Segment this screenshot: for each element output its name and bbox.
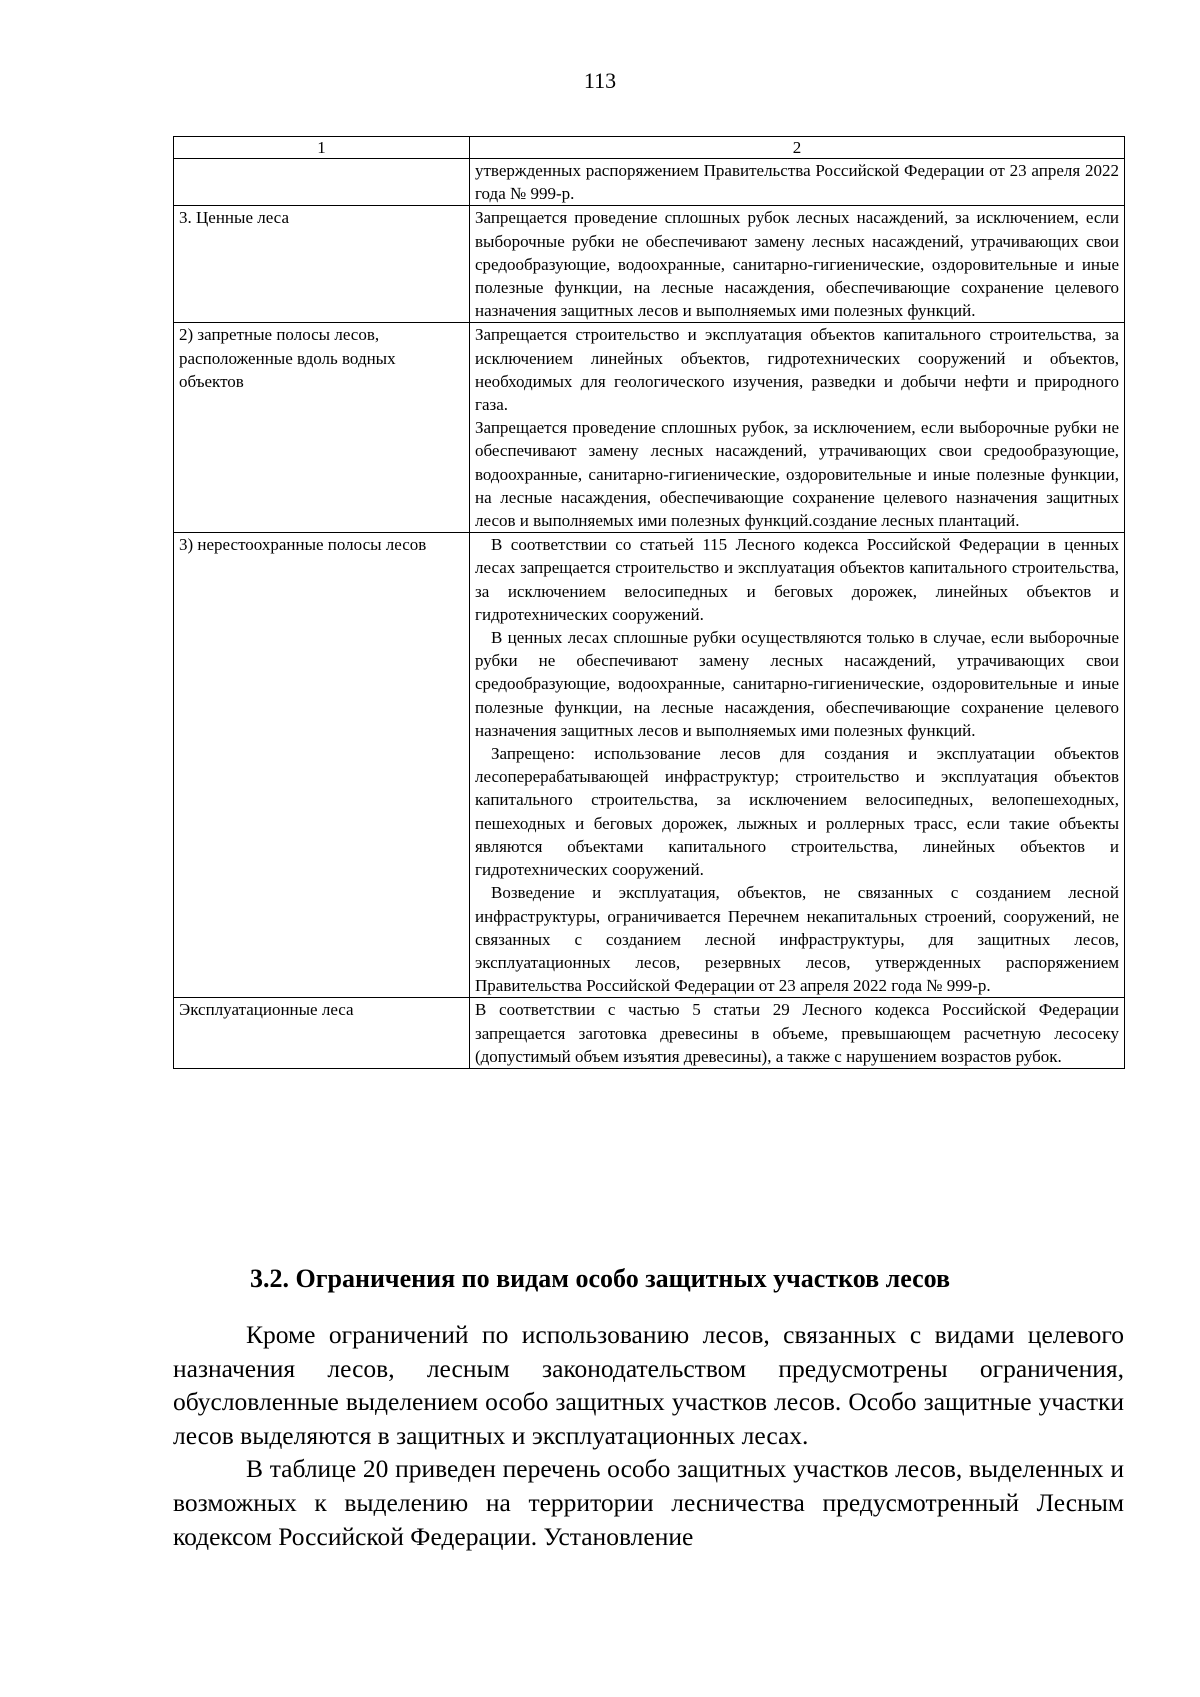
table-header-cell: 1	[174, 137, 470, 159]
restriction-paragraph: Запрещается проведение сплошных рубок лесных насаждений, за исключением, если выборочные рубки не обеспечивают замену лесных насаждений, утрачивающих свои средообразующие, водоохранные, санитарно-гигиенические, оздоровительные и иные полезные функции, на лесные насаждения, обеспечивающие сохранение целевого назначения защитных лесов и выполняемых ими полезных функций.	[475, 208, 1119, 321]
restrictions-table	[173, 136, 1125, 1069]
section-title: 3.2. Ограничения по видам особо защитных участков лесов	[249, 1264, 951, 1293]
body-text	[173, 1318, 1124, 1553]
restriction-paragraph: В соответствии с частью 5 статьи 29 Лесного кодекса Российской Федерации запрещается заготовка древесины в объеме, превышающем расчетную лесосеку (допустимый объем изъятия древесины), а также с нарушением возрастов рубок.	[475, 1000, 1119, 1066]
table-row	[174, 998, 1125, 1069]
restriction-paragraph: В ценных лесах сплошные рубки осуществляются только в случае, если выборочные рубки не обеспечивают замену лесных насаждений, утрачивающих свои средообразующие, водоохранные, санитарно-гигиенические, оздоровительные и иные полезные функции, на лесные насаждения, обеспечивающие сохранение целевого назначения защитных лесов и выполняемых ими полезных функций.	[475, 628, 1119, 740]
table-row	[174, 533, 1125, 998]
forest-category-cell: Эксплуатационные леса	[174, 998, 470, 1069]
restriction-cell	[470, 323, 1125, 533]
restriction-cell	[470, 998, 1125, 1069]
restriction-cell	[470, 206, 1125, 323]
table-header-cell: 2	[470, 137, 1125, 159]
body-paragraph: В таблице 20 приведен перечень особо защитных участков лесов, выделенных и возможных к выделению на территории лесничества предусмотренный Лесным кодексом Российской Федерации. Установление	[173, 1454, 1124, 1551]
table-row	[174, 323, 1125, 533]
body-paragraph: Кроме ограничений по использованию лесов, связанных с видами целевого назначения лесов, лесным законодательством предусмотрены ограничения, обусловленные выделением особо защитных участков лесов. Особо защитные участки лесов выделяются в защитных и эксплуатационных лесах.	[173, 1320, 1124, 1450]
restriction-paragraph: Запрещено: использование лесов для создания и эксплуатации объектов лесоперерабатывающей инфраструктур; строительство и эксплуатация объектов капитального строительства, за исключением велосипедных, велопешеходных, пешеходных и беговых дорожек, лыжных и роллерных трасс, если такие объекты являются объектами капитального строительства, линейных объектов и гидротехнических сооружений.	[475, 744, 1119, 880]
restriction-paragraph: Запрещается проведение сплошных рубок, за исключением, если выборочные рубки не обеспечивают замену лесных насаждений, утрачивающих свои средообразующие, водоохранные, санитарно-гигиенические, оздоровительные и иные полезные функции, на лесные насаждения, обеспечивающие сохранение целевого назначения защитных лесов и выполняемых ими полезных функций.создание лесных плантаций.	[475, 418, 1119, 531]
forest-category-cell: 2) запретные полосы лесов, расположенные вдоль водных объектов	[174, 323, 470, 533]
restriction-paragraph: утвержденных распоряжением Правительства Российской Федерации от 23 апреля 2022 года № 999-р.	[475, 161, 1119, 204]
table-row	[174, 206, 1125, 323]
restriction-cell	[470, 533, 1125, 998]
forest-category-cell: 3) нерестоохранные полосы лесов	[174, 533, 470, 998]
table-header-row	[174, 137, 1125, 159]
page-number: 113	[583, 68, 617, 93]
restriction-paragraph: Запрещается строительство и эксплуатация объектов капитального строительства, за исключением линейных объектов, гидротехнических сооружений и объектов, необходимых для геологического изучения, разведки и добычи нефти и природного газа.	[475, 325, 1119, 415]
table-row	[174, 159, 1125, 206]
restriction-cell	[470, 159, 1125, 206]
forest-category-cell	[174, 159, 470, 206]
forest-category-cell: 3. Ценные леса	[174, 206, 470, 323]
restriction-paragraph: В соответствии со статьей 115 Лесного кодекса Российской Федерации в ценных лесах запрещается строительство и эксплуатация объектов капитального строительства, за исключением велосипедных и беговых дорожек, линейных объектов и гидротехнических сооружений.	[475, 535, 1119, 624]
restriction-paragraph: Возведение и эксплуатация, объектов, не связанных с созданием лесной инфраструктуры, ограничивается Перечнем некапитальных строений, сооружений, не связанных с созданием лесной инфраструктуры, для защитных лесов, эксплуатационных лесов, резервных лесов, утвержденных распоряжением Правительства Российской Федерации от 23 апреля 2022 года № 999-р.	[475, 883, 1119, 996]
